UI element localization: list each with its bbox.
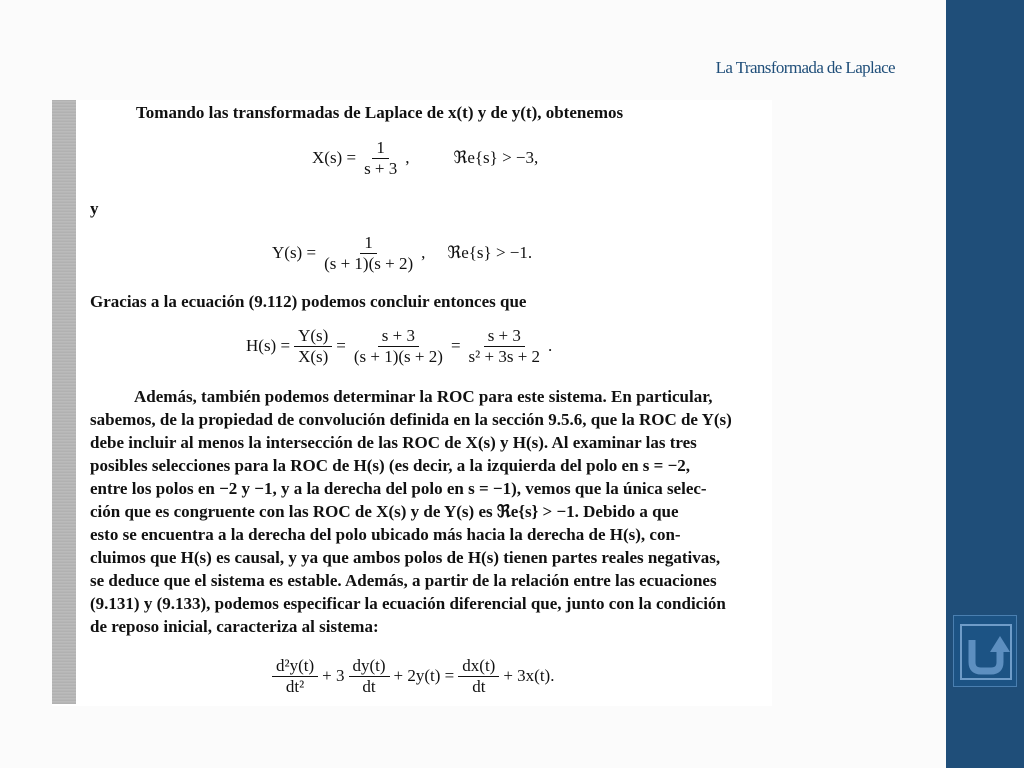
- body-paragraph: [90, 385, 760, 638]
- eq-y-den: (s + 1)(s + 2): [324, 253, 414, 273]
- eq-d-term-1: + 3: [322, 666, 345, 686]
- paragraph-line: entre los polos en −2 y −1, y a la derecha del polo en s = −1), vemos que la única selec-: [90, 479, 707, 498]
- eq-d-term-3: + 3x(t).: [503, 666, 555, 686]
- eq-h-f1-den: X(s): [298, 346, 329, 366]
- eq-h-equals-2: =: [450, 336, 461, 356]
- eq-x-fraction: [360, 138, 401, 178]
- eq-h-f2-num: s + 3: [378, 326, 419, 347]
- eq-x-lhs: X(s) =: [312, 148, 357, 168]
- eq-h-f2-den: (s + 1)(s + 2): [353, 346, 443, 366]
- paragraph-line: debe incluir al menos la intersección de las ROC de X(s) y H(s). Al examinar las tres: [90, 433, 697, 452]
- eq-x-num: 1: [372, 138, 389, 159]
- paragraph-line: esto se encuentra a la derecha del polo ubicado más hacia la derecha de H(s), con-: [90, 525, 681, 544]
- eq-y-roc: ℜe{s} > −1.: [447, 243, 533, 263]
- eq-d-f1-num: d²y(t): [272, 656, 318, 677]
- eq-d-f3-den: dt: [472, 676, 486, 696]
- equation-y: [272, 233, 532, 273]
- paragraph-line: ción que es congruente con las ROC de X(s) y de Y(s) es ℜe{s} > −1. Debido a que: [90, 502, 679, 521]
- equation-differential: [268, 656, 554, 696]
- equation-x: [312, 138, 538, 178]
- paragraph-line: cluimos que H(s) es causal, y ya que ambos polos de H(s) tienen partes reales negativas,: [90, 548, 721, 567]
- eq-h-f3-den: s² + 3s + 2: [468, 346, 541, 366]
- paragraph-line: sabemos, de la propiedad de convolución definida en la sección 9.5.6, que la ROC de Y(s): [90, 410, 732, 429]
- eq-d-f2-den: dt: [362, 676, 376, 696]
- paragraph-line: se deduce que el sistema es estable. Además, a partir de la relación entre las ecuaciones: [90, 571, 717, 590]
- eq-h-fraction-3: [465, 326, 545, 366]
- and-word: y: [90, 199, 99, 218]
- equation-h: [246, 326, 552, 366]
- eq-h-fraction-1: [294, 326, 332, 366]
- eq-x-sep: ,: [405, 148, 410, 168]
- eq-y-fraction: [320, 233, 417, 273]
- slide-title: La Transformada de Laplace: [715, 58, 895, 77]
- paragraph-line: posibles selecciones para la ROC de H(s) (es decir, a la izquierda del polo en s = −2,: [90, 456, 691, 475]
- eq-h-lhs: H(s) =: [246, 336, 291, 356]
- eq-x-den: s + 3: [364, 158, 398, 178]
- eq-y-sep: ,: [421, 243, 426, 263]
- eq-d-f1-den: dt²: [285, 676, 305, 696]
- paragraph-line: (9.131) y (9.133), podemos especificar la ecuación diferencial que, junto con la condición: [90, 594, 726, 613]
- eq-d-fraction-2: [349, 656, 390, 696]
- eq-d-fraction-1: [272, 656, 318, 696]
- return-u-turn-icon: [960, 624, 1012, 680]
- eq-h-end: .: [548, 336, 553, 356]
- eq-d-f3-num: dx(t): [458, 656, 499, 677]
- eq-d-fraction-3: [458, 656, 499, 696]
- eq-x-roc: ℜe{s} > −3,: [453, 148, 539, 168]
- intro-text: Tomando las transformadas de Laplace de x(t) y de y(t), obtenemos: [136, 103, 624, 122]
- eq-d-term-2: + 2y(t) =: [393, 666, 455, 686]
- eq-y-num: 1: [360, 233, 377, 254]
- paragraph-line: Además, también podemos determinar la ROC para este sistema. En particular,: [134, 387, 713, 406]
- paragraph-line: de reposo inicial, caracteriza al sistema:: [90, 617, 379, 636]
- conclusion-text: Gracias a la ecuación (9.112) podemos concluir entonces que: [90, 292, 527, 311]
- eq-h-equals: =: [336, 336, 346, 356]
- eq-d-f2-num: dy(t): [349, 656, 390, 677]
- eq-y-lhs: Y(s) =: [272, 243, 317, 263]
- eq-h-fraction-2: [350, 326, 447, 366]
- eq-h-f3-num: s + 3: [484, 326, 525, 347]
- eq-h-f1-num: Y(s): [294, 326, 332, 347]
- return-button[interactable]: [953, 615, 1017, 687]
- page-spine-shadow: [52, 100, 76, 704]
